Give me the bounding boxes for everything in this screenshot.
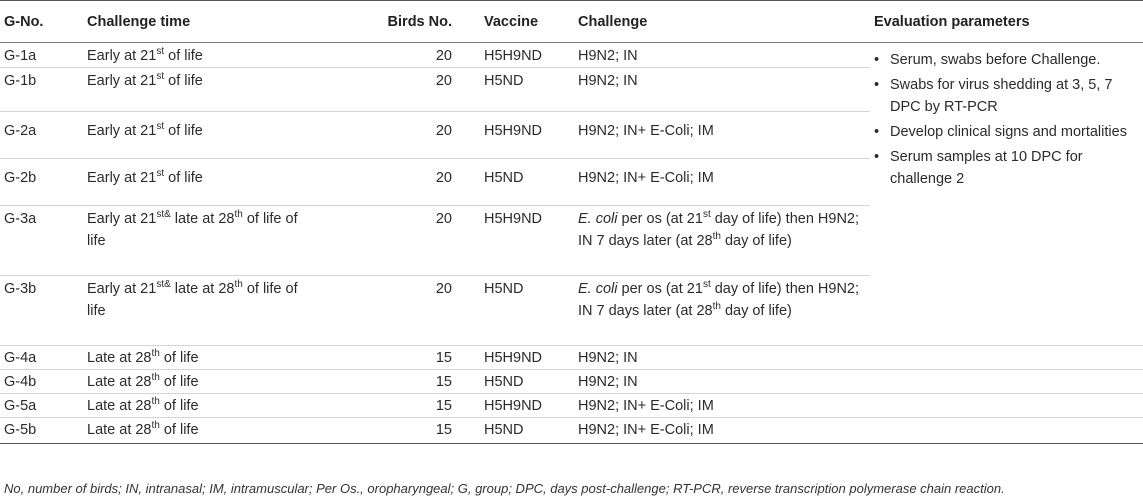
cell-birds: 15 (310, 394, 480, 418)
cell-challenge: E. coli per os (at 21st day of life) then H9N2; IN 7 days later (at 28th day of life) (574, 276, 870, 346)
cell-challenge: H9N2; IN (574, 43, 870, 68)
evaluation-item: • Swabs for virus shedding at 3, 5, 7 DPC by RT-PCR (870, 74, 1143, 118)
cell-evaluation-empty (870, 370, 1143, 394)
table-row (0, 346, 1143, 370)
cell-time: Late at 28th of life (83, 370, 310, 394)
evaluation-item: • Serum samples at 10 DPC for challenge 2 (870, 146, 1143, 190)
table-row (0, 394, 1143, 418)
cell-birds: 15 (310, 370, 480, 394)
cell-birds: 20 (310, 159, 480, 206)
cell-gno: G-4a (0, 346, 83, 370)
evaluation-list (870, 49, 1143, 190)
cell-birds: 15 (310, 346, 480, 370)
cell-time: Early at 21st of life (83, 43, 310, 68)
header-challenge: Challenge (574, 1, 870, 43)
header-row (0, 1, 1143, 43)
cell-challenge: H9N2; IN (574, 346, 870, 370)
header-birds: Birds No. (310, 1, 480, 43)
header-gno: G-No. (0, 1, 83, 43)
cell-challenge: H9N2; IN+ E-Coli; IM (574, 394, 870, 418)
cell-time: Early at 21st of life (83, 112, 310, 159)
cell-challenge: H9N2; IN+ E-Coli; IM (574, 159, 870, 206)
cell-time: Early at $21^{st\&}$ late at 28th of life of life (83, 276, 310, 346)
cell-gno: G-2a (0, 112, 83, 159)
cell-challenge: H9N2; IN+ E-Coli; IM (574, 418, 870, 444)
cell-challenge: E. coli per os (at 21st day of life) then H9N2; IN 7 days later (at 28th day of life) (574, 206, 870, 276)
cell-gno: G-1a (0, 43, 83, 68)
cell-birds: 20 (310, 68, 480, 112)
cell-evaluation-empty (870, 346, 1143, 370)
cell-challenge: H9N2; IN (574, 68, 870, 112)
cell-vaccine: H5H9ND (480, 206, 574, 276)
cell-vaccine: H5ND (480, 418, 574, 444)
cell-time: Late at 28th of life (83, 418, 310, 444)
table-row (0, 370, 1143, 394)
cell-gno: G-5a (0, 394, 83, 418)
header-vaccine: Vaccine (480, 1, 574, 43)
cell-evaluation (870, 43, 1143, 346)
evaluation-item: • Serum, swabs before Challenge. (870, 49, 1143, 71)
cell-time: Early at 21st of life (83, 159, 310, 206)
cell-gno: G-3b (0, 276, 83, 346)
cell-birds: 20 (310, 276, 480, 346)
cell-time: Late at 28th of life (83, 394, 310, 418)
cell-time: Late at 28th of life (83, 346, 310, 370)
cell-vaccine: H5H9ND (480, 394, 574, 418)
table-row (0, 43, 1143, 68)
cell-challenge: H9N2; IN+ E-Coli; IM (574, 112, 870, 159)
cell-gno: G-3a (0, 206, 83, 276)
header-challenge-time: Challenge time (83, 1, 310, 43)
cell-birds: 20 (310, 206, 480, 276)
cell-vaccine: H5ND (480, 68, 574, 112)
cell-vaccine: H5H9ND (480, 112, 574, 159)
cell-vaccine: H5H9ND (480, 346, 574, 370)
cell-vaccine: H5ND (480, 159, 574, 206)
cell-birds: 20 (310, 112, 480, 159)
table-footnote: No, number of birds; IN, intranasal; IM, intramuscular; Per Os., oropharyngeal; G, group; DPC, days post-challenge; RT-PCR, reverse transcription polymerase chain reaction. (4, 481, 1005, 496)
cell-time: Early at 21st of life (83, 68, 310, 112)
cell-vaccine: H5ND (480, 276, 574, 346)
cell-challenge: H9N2; IN (574, 370, 870, 394)
cell-birds: 15 (310, 418, 480, 444)
cell-evaluation-empty (870, 418, 1143, 444)
cell-gno: G-4b (0, 370, 83, 394)
cell-vaccine: H5ND (480, 370, 574, 394)
cell-birds: 20 (310, 43, 480, 68)
cell-gno: G-5b (0, 418, 83, 444)
header-evaluation: Evaluation parameters (870, 1, 1143, 43)
cell-gno: G-2b (0, 159, 83, 206)
cell-vaccine: H5H9ND (480, 43, 574, 68)
evaluation-item: • Develop clinical signs and mortalities (870, 121, 1143, 143)
cell-evaluation-empty (870, 394, 1143, 418)
table-row (0, 418, 1143, 444)
cell-gno: G-1b (0, 68, 83, 112)
cell-time: Early at $21^{st\&}$ late at 28th of life of life (83, 206, 310, 276)
